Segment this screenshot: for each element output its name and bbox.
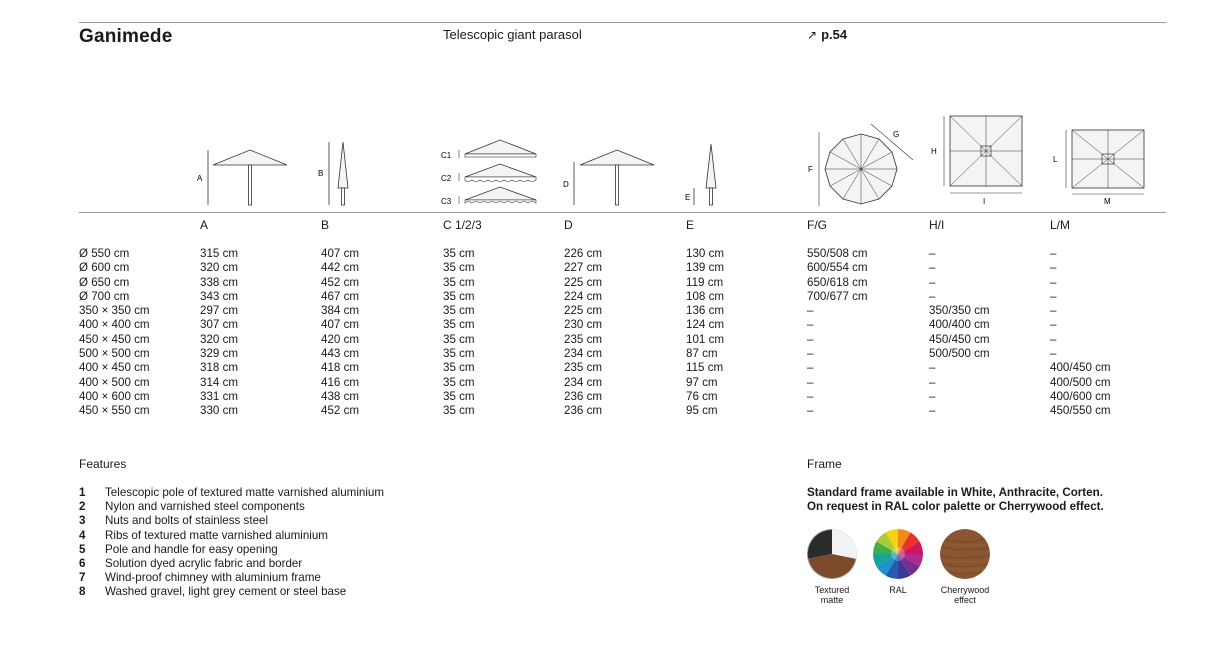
swatch-label-line: RAL xyxy=(889,585,907,595)
diagram-fg-round-top-view xyxy=(805,124,920,210)
diagram-d-lowered-view xyxy=(562,140,657,208)
table-cell: 124 cm xyxy=(686,318,725,332)
table-cell: 315 cm xyxy=(200,247,239,260)
feature-text: Washed gravel, light grey cement or steel base xyxy=(105,585,347,599)
textured-matte-swatch-graphic xyxy=(807,529,857,579)
table-cell: 108 cm xyxy=(686,289,725,303)
table-cell: 420 cm xyxy=(321,332,360,346)
table-cell: 101 cm xyxy=(686,332,725,346)
table-cell: – xyxy=(929,261,936,275)
table-cell: – xyxy=(1050,332,1057,346)
table-cell: – xyxy=(1050,347,1057,361)
frame-line-2: On request in RAL color palette or Cherrywood effect. xyxy=(807,500,1104,514)
table-cell: 35 cm xyxy=(443,347,475,361)
feature-text: Ribs of textured matte varnished aluminium xyxy=(105,528,328,542)
table-cell: 224 cm xyxy=(564,289,603,303)
table-cell: 343 cm xyxy=(200,289,239,303)
features-list xyxy=(79,486,384,600)
column-header-c: C 1/2/3 xyxy=(443,218,482,232)
column-header-fg: F/G xyxy=(807,218,827,232)
ral-label xyxy=(863,585,933,595)
table-cell: 35 cm xyxy=(443,389,475,403)
table-cell: 236 cm xyxy=(564,404,603,418)
table-cell: – xyxy=(929,404,936,418)
table-cell: 136 cm xyxy=(686,304,725,318)
diagram-label-g: G xyxy=(893,130,900,139)
frame-description xyxy=(807,486,1104,514)
feature-text: Nuts and bolts of stainless steel xyxy=(105,514,269,528)
table-cell: 400/500 cm xyxy=(1050,375,1111,389)
table-cell: 97 cm xyxy=(686,375,718,389)
feature-text: Solution dyed acrylic fabric and border xyxy=(105,557,303,571)
table-cell: 297 cm xyxy=(200,304,239,318)
column-fg xyxy=(807,247,868,419)
page-reference-number: p.54 xyxy=(821,27,848,42)
table-cell: – xyxy=(1050,304,1057,318)
column-lm xyxy=(1050,247,1111,419)
diagram-label-c2: C2 xyxy=(441,174,452,183)
feature-number: 6 xyxy=(79,557,86,571)
table-cell: 450/450 cm xyxy=(929,332,990,346)
table-cell: 416 cm xyxy=(321,375,360,389)
feature-number: 7 xyxy=(79,571,86,585)
diagram-label-b: B xyxy=(318,169,324,178)
table-cell: – xyxy=(807,347,814,361)
table-cell: 225 cm xyxy=(564,275,603,289)
table-cell: 400/450 cm xyxy=(1050,361,1111,375)
table-cell: 235 cm xyxy=(564,332,603,346)
swatch-label-line: effect xyxy=(954,595,976,605)
column-d xyxy=(564,247,602,419)
diagram-label-c1: C1 xyxy=(441,151,452,160)
table-cell: 87 cm xyxy=(686,347,718,361)
table-cell: Ø 700 cm xyxy=(79,289,130,303)
cherrywood-label xyxy=(930,585,1000,605)
diagram-c-canopy-variants xyxy=(440,136,545,208)
table-cell: 452 cm xyxy=(321,275,360,289)
table-cell: Ø 600 cm xyxy=(79,261,130,275)
table-cell: 35 cm xyxy=(443,304,475,318)
table-cell: – xyxy=(807,332,814,346)
table-cell: 384 cm xyxy=(321,304,360,318)
table-cell: 35 cm xyxy=(443,261,475,275)
table-header-divider xyxy=(79,212,1166,213)
product-subtitle: Telescopic giant parasol xyxy=(443,27,582,42)
table-cell: 450 × 550 cm xyxy=(79,404,150,418)
diagram-lm-rectangular-top-view xyxy=(1050,122,1150,208)
column-header-e: E xyxy=(686,218,695,232)
table-cell: – xyxy=(807,375,814,389)
table-cell: 400 × 600 cm xyxy=(79,389,150,403)
table-cell: 438 cm xyxy=(321,389,360,403)
table-cell: 234 cm xyxy=(564,347,603,361)
feature-text: Wind-proof chimney with aluminium frame xyxy=(105,571,321,585)
table-cell: 119 cm xyxy=(686,275,724,289)
table-cell: 130 cm xyxy=(686,247,725,260)
table-cell: 400 × 400 cm xyxy=(79,318,150,332)
table-cell: Ø 650 cm xyxy=(79,275,130,289)
diagram-label-c3: C3 xyxy=(441,197,452,206)
table-cell: – xyxy=(1050,318,1057,332)
table-cell: 329 cm xyxy=(200,347,239,361)
table-cell: 330 cm xyxy=(200,404,239,418)
diagram-label-m: M xyxy=(1104,197,1111,206)
list-item xyxy=(79,500,384,514)
list-item xyxy=(79,571,384,585)
table-cell: 650/618 cm xyxy=(807,275,868,289)
table-cell: 418 cm xyxy=(321,361,360,375)
diagram-hi-square-top-view xyxy=(928,112,1028,208)
diagram-label-h: H xyxy=(931,147,937,156)
table-cell: – xyxy=(929,361,936,375)
table-cell: – xyxy=(807,318,814,332)
list-item xyxy=(79,543,384,557)
diagram-label-i: I xyxy=(983,197,986,206)
table-cell: – xyxy=(807,304,814,318)
swatch-label-line: matte xyxy=(820,595,844,605)
table-cell: 320 cm xyxy=(200,261,239,275)
table-cell: 236 cm xyxy=(564,389,603,403)
list-item xyxy=(79,486,384,500)
table-cell: 35 cm xyxy=(443,289,475,303)
diagram-label-l: L xyxy=(1053,155,1058,164)
table-cell: – xyxy=(929,275,936,289)
table-cell: 314 cm xyxy=(200,375,239,389)
table-cell: 500/500 cm xyxy=(929,347,990,361)
page-title: Ganimede xyxy=(79,26,173,47)
diagram-label-a: A xyxy=(197,174,203,183)
diagram-label-d: D xyxy=(563,180,569,189)
column-c xyxy=(443,247,475,419)
table-cell: 227 cm xyxy=(564,261,603,275)
table-cell: 500 × 500 cm xyxy=(79,347,150,361)
table-cell: 320 cm xyxy=(200,332,239,346)
frame-line-1: Standard frame available in White, Anthracite, Corten. xyxy=(807,486,1103,499)
table-cell: 450 × 450 cm xyxy=(79,332,150,346)
table-cell: 76 cm xyxy=(686,389,718,403)
diagram-b-closed-view xyxy=(316,140,366,208)
table-cell: 450/550 cm xyxy=(1050,404,1111,418)
column-header-d: D xyxy=(564,218,573,232)
table-cell: – xyxy=(929,375,936,389)
diagram-label-f: F xyxy=(808,165,813,174)
textured-matte-swatch xyxy=(807,529,857,579)
table-cell: – xyxy=(807,404,814,418)
table-cell: 35 cm xyxy=(443,332,475,346)
table-cell: 443 cm xyxy=(321,347,360,361)
table-cell: 400 × 450 cm xyxy=(79,361,150,375)
cherrywood-texture xyxy=(940,529,990,579)
table-cell: 35 cm xyxy=(443,318,475,332)
feature-number: 4 xyxy=(79,528,86,542)
table-cell: 115 cm xyxy=(686,361,724,375)
table-cell: 35 cm xyxy=(443,247,475,260)
table-cell: 550/508 cm xyxy=(807,247,868,260)
list-item xyxy=(79,529,384,543)
table-cell: – xyxy=(1050,261,1057,275)
feature-number: 3 xyxy=(79,514,86,528)
column-sizes xyxy=(79,247,150,419)
table-cell: 235 cm xyxy=(564,361,603,375)
cherrywood-swatch xyxy=(940,529,990,579)
features-title: Features xyxy=(79,457,127,471)
column-header-hi: H/I xyxy=(929,218,945,232)
column-header-a: A xyxy=(200,218,209,232)
table-cell: 600/554 cm xyxy=(807,261,868,275)
table-cell: 400/400 cm xyxy=(929,318,990,332)
table-cell: 35 cm xyxy=(443,275,475,289)
feature-text: Telescopic pole of textured matte varnished aluminium xyxy=(105,486,385,499)
column-b xyxy=(321,247,359,419)
table-cell: 35 cm xyxy=(443,361,475,375)
table-cell: 307 cm xyxy=(200,318,239,332)
table-cell: 400/600 cm xyxy=(1050,389,1111,403)
table-cell: 407 cm xyxy=(321,318,360,332)
table-cell: 407 cm xyxy=(321,247,360,260)
table-cell: 226 cm xyxy=(564,247,603,260)
table-cell: 452 cm xyxy=(321,404,360,418)
table-cell: 350/350 cm xyxy=(929,304,990,318)
diagram-label-e: E xyxy=(685,193,691,202)
diagram-a-side-view xyxy=(195,140,290,208)
table-cell: Ø 550 cm xyxy=(79,247,130,260)
table-cell: 35 cm xyxy=(443,404,475,418)
column-a xyxy=(200,247,238,419)
table-cell: 139 cm xyxy=(686,261,725,275)
table-cell: 225 cm xyxy=(564,304,603,318)
feature-text: Pole and handle for easy opening xyxy=(105,542,278,556)
swatch-label-line: Cherrywood xyxy=(940,585,990,595)
feature-number: 8 xyxy=(79,585,86,599)
ral-color-wheel xyxy=(873,529,923,579)
table-cell: 467 cm xyxy=(321,289,360,303)
table-cell: – xyxy=(929,247,936,260)
column-hi xyxy=(929,247,990,419)
table-cell: 35 cm xyxy=(443,375,475,389)
table-cell: 400 × 500 cm xyxy=(79,375,150,389)
top-divider xyxy=(79,22,1166,23)
list-item xyxy=(79,557,384,571)
page-reference-link[interactable] xyxy=(807,27,847,42)
table-cell: 700/677 cm xyxy=(807,289,868,303)
table-cell: 350 × 350 cm xyxy=(79,304,150,318)
table-cell: – xyxy=(807,389,814,403)
table-cell: 338 cm xyxy=(200,275,239,289)
table-cell: – xyxy=(1050,289,1057,303)
feature-text: Nylon and varnished steel components xyxy=(105,500,305,514)
table-cell: 234 cm xyxy=(564,375,603,389)
table-cell: – xyxy=(1050,247,1057,260)
swatch-label-line: Textured xyxy=(814,585,850,595)
feature-number: 5 xyxy=(79,542,86,556)
arrow-up-right-icon: ↗ xyxy=(807,28,818,42)
table-cell: – xyxy=(807,361,814,375)
ral-palette-swatch xyxy=(873,529,923,579)
table-cell: 95 cm xyxy=(686,404,718,418)
feature-number: 2 xyxy=(79,500,86,514)
column-header-lm: L/M xyxy=(1050,218,1071,232)
frame-title: Frame xyxy=(807,457,842,471)
table-cell: 331 cm xyxy=(200,389,239,403)
column-header-b: B xyxy=(321,218,330,232)
table-cell: 442 cm xyxy=(321,261,360,275)
table-cell: 318 cm xyxy=(200,361,239,375)
list-item xyxy=(79,585,384,599)
feature-number: 1 xyxy=(79,486,86,499)
textured-matte-label xyxy=(797,585,867,605)
column-e xyxy=(686,247,724,419)
diagram-e-closed-lowered xyxy=(684,140,734,208)
table-cell: 230 cm xyxy=(564,318,603,332)
table-cell: – xyxy=(1050,275,1057,289)
table-cell: – xyxy=(929,389,936,403)
list-item xyxy=(79,514,384,528)
table-cell: – xyxy=(929,289,936,303)
